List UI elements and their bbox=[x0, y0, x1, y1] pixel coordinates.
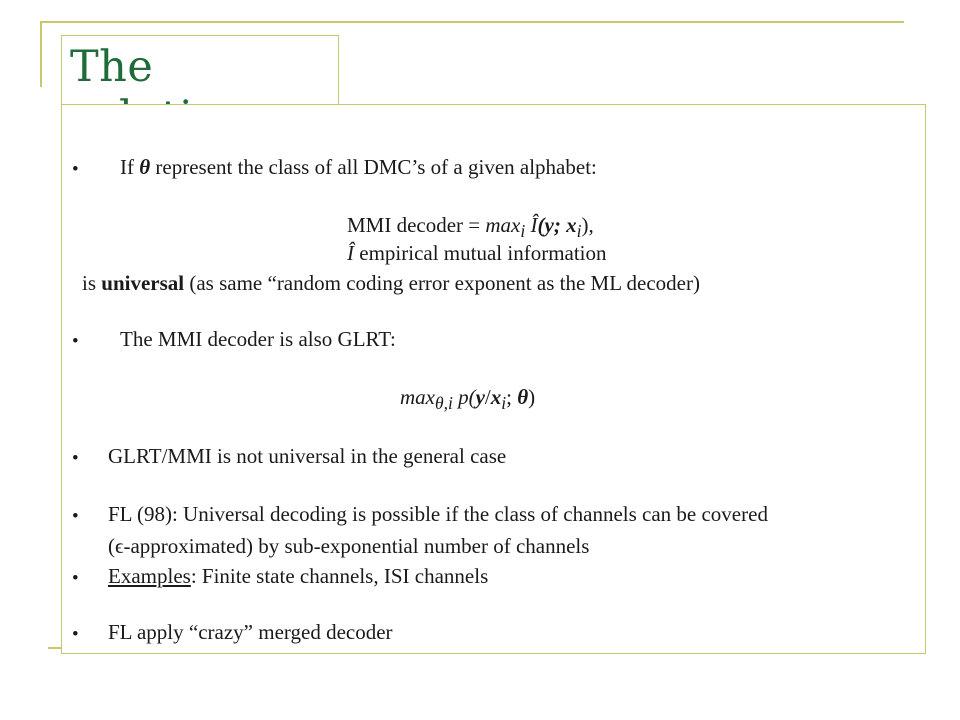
bullet-3-text: GLRT/MMI is not universal in the general case bbox=[108, 444, 507, 468]
bullet-1-dot: • bbox=[72, 159, 79, 180]
bullet-1-text: If θ represent the class of all DMC’s of a given alphabet: bbox=[120, 155, 597, 179]
content-panel bbox=[61, 104, 926, 654]
top-rule bbox=[40, 21, 904, 23]
bullet-6-text: FL apply “crazy” merged decoder bbox=[108, 620, 393, 644]
left-rule bbox=[40, 21, 42, 87]
bullet-5-text: Examples: Finite state channels, ISI channels bbox=[108, 564, 489, 588]
slide-title: The bbox=[70, 42, 154, 92]
bullet-6-dot: • bbox=[72, 624, 79, 645]
title-box bbox=[61, 35, 339, 105]
bullet-4-line-1: FL (98): Universal decoding is possible if the class of channels can be covered bbox=[108, 502, 768, 526]
bullet-5-dot: • bbox=[72, 568, 79, 589]
universal-statement: is universal (as same “random coding error exponent as the ML decoder) bbox=[82, 271, 700, 295]
glrt-equation: $\max_{\theta,i} p(y/x_i$; θ) bbox=[400, 385, 536, 414]
empirical-mi-definition: Î empirical mutual information bbox=[347, 241, 607, 265]
bullet-3-dot: • bbox=[72, 448, 79, 469]
bullet-4-line-2: (ϵ-approximated) by sub-exponential number of channels bbox=[108, 534, 590, 558]
mmi-decoder-equation: MMI decoder = $\max_i$ Î(y; $x_i$), bbox=[347, 213, 594, 242]
bullet-2-text: The MMI decoder is also GLRT: bbox=[120, 327, 396, 351]
bullet-4-dot: • bbox=[72, 506, 79, 527]
bullet-2-dot: • bbox=[72, 331, 79, 352]
